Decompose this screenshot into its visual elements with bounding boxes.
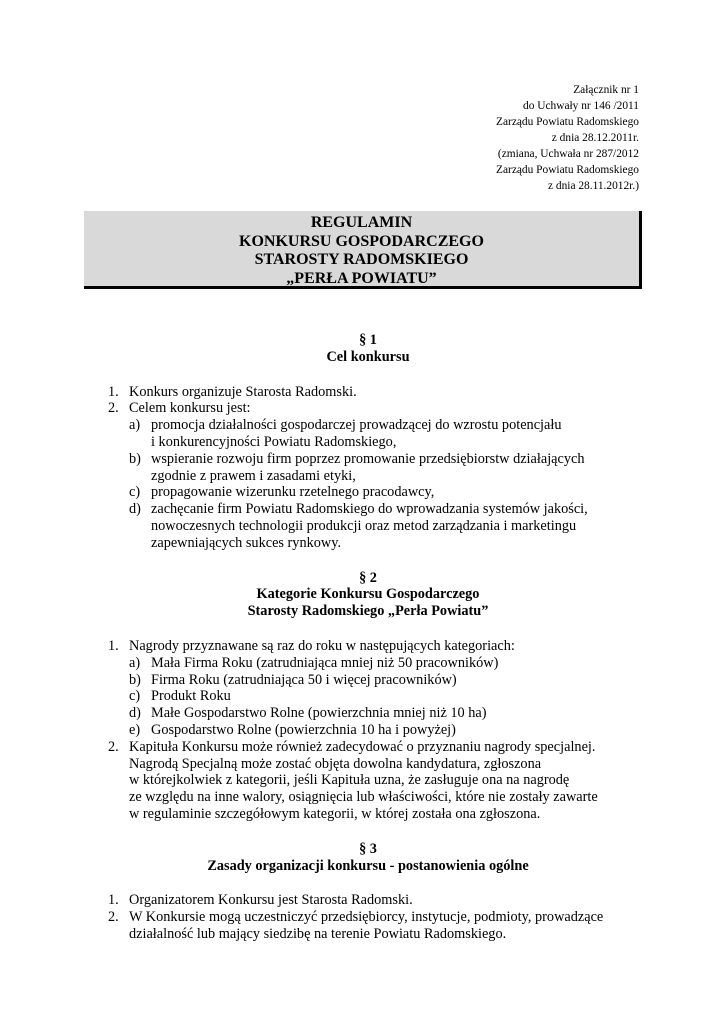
- annex-line: (zmiana, Uchwała nr 287/2012: [497, 148, 639, 160]
- sub-item-letter: d): [129, 501, 141, 518]
- sub-item-letter: c): [129, 484, 141, 501]
- section-1-number: § 1: [359, 332, 377, 348]
- list-item: [108, 384, 628, 401]
- sub-item-letter: d): [129, 705, 141, 722]
- sub-item: [129, 722, 628, 739]
- title-line: KONKURSU GOSPODARCZEGO: [239, 232, 484, 250]
- item-number: 1.: [108, 892, 119, 909]
- section-3-number: § 3: [359, 840, 377, 857]
- annex-line: Zarządu Powiatu Radomskiego: [496, 116, 639, 128]
- sub-item-text: zgodnie z prawem i zasadami etyki,: [151, 467, 356, 484]
- annex-line: Zarządu Powiatu Radomskiego: [496, 164, 639, 176]
- list-item: [108, 739, 628, 823]
- sub-item-text: Małe Gospodarstwo Rolne (powierzchnia mniej niż 10 ha): [151, 705, 487, 722]
- sub-item-text: Produkt Roku: [151, 688, 231, 705]
- item-text: w regulaminie szczegółowym kategorii, w której została ona zgłoszona.: [129, 805, 541, 822]
- sub-item: [129, 705, 628, 722]
- sub-item-letter: c): [129, 688, 141, 705]
- sub-item: [129, 451, 628, 485]
- section-3-heading: Zasady organizacji konkursu - postanowienia ogólne: [207, 857, 529, 874]
- item-text: Nagrodą Specjalną może zostać objęta dowolna kandydatura, zgłoszona: [129, 755, 542, 772]
- item-number: 2.: [108, 909, 119, 926]
- item-number: 2.: [108, 738, 119, 755]
- sub-item: [129, 688, 628, 705]
- sub-item-letter: b): [129, 671, 141, 688]
- annex-line: Załącznik nr 1: [573, 84, 639, 96]
- document-body: [108, 332, 628, 943]
- section-2-heading: Starosty Radomskiego „Perła Powiatu”: [247, 603, 489, 620]
- title-line: STAROSTY RADOMSKIEGO: [254, 251, 469, 268]
- sub-item-letter: e): [129, 721, 141, 738]
- list-item: [108, 909, 628, 943]
- item-number: 1.: [108, 383, 119, 400]
- sub-item: [129, 417, 628, 451]
- sub-item-text: zachęcanie firm Powiatu Radomskiego do wprowadzania systemów jakości,: [151, 501, 588, 518]
- sub-item-letter: a): [129, 417, 141, 434]
- annex-line: do Uchwały nr 146 /2011: [523, 100, 639, 112]
- sub-item-text: Mała Firma Roku (zatrudniająca mniej niż 50 pracowników): [151, 654, 499, 671]
- item-text: Celem konkursu jest:: [129, 400, 251, 417]
- sub-item-text: i konkurencyjności Powiatu Radomskiego,: [151, 433, 397, 450]
- annex-line: z dnia 28.12.2011r.: [551, 132, 639, 144]
- sub-item: [129, 672, 628, 689]
- item-number: 2.: [108, 400, 119, 417]
- title-line: „PERŁA POWIATU”: [286, 269, 437, 287]
- sub-item-text: zapewniających sukces rynkowy.: [151, 534, 342, 551]
- section-2-number: § 2: [359, 569, 377, 586]
- item-text: ze względu na inne walory, osiągnięcia lub właściwości, które nie zostały zawarte: [129, 789, 598, 806]
- sub-item-text: Gospodarstwo Rolne (powierzchnia 10 ha i powyżej): [151, 721, 456, 738]
- section-1-heading: Cel konkursu: [326, 348, 410, 365]
- item-number: 1.: [108, 637, 119, 654]
- annex-line: z dnia 28.11.2012r.): [547, 180, 639, 192]
- item-text: Organizatorem Konkursu jest Starosta Radomski.: [129, 892, 413, 909]
- list-item: [108, 638, 628, 739]
- item-text: Kapituła Konkursu może również zadecydować o przyznaniu nagrody specjalnej.: [129, 738, 596, 755]
- item-text: Nagrody przyznawane są raz do roku w następujących kategoriach:: [129, 637, 515, 654]
- item-text: działalność lub mający siedzibę na terenie Powiatu Radomskiego.: [129, 925, 507, 942]
- sub-item-letter: b): [129, 450, 141, 467]
- sub-item-letter: a): [129, 654, 141, 671]
- list-item: [108, 892, 628, 909]
- item-text: W Konkursie mogą uczestniczyć przedsiębiorcy, instytucje, podmioty, prowadzące: [129, 909, 604, 926]
- title-line: REGULAMIN: [310, 214, 413, 231]
- sub-item-text: nowoczesnych technologii produkcji oraz metod zarządzania i marketingu: [151, 517, 577, 534]
- section-2-heading: Kategorie Konkursu Gospodarczego: [256, 586, 480, 603]
- sub-item: [129, 501, 628, 551]
- item-text: w którejkolwiek z kategorii, jeśli Kapituła uzna, że zasługuje ona na nagrodę: [129, 772, 570, 789]
- sub-item: [129, 484, 628, 501]
- sub-item-text: propagowanie wizerunku rzetelnego pracodawcy,: [151, 484, 435, 501]
- sub-item-text: promocja działalności gospodarczej prowadzącej do wzrostu potencjału: [151, 417, 562, 434]
- sub-item: [129, 655, 628, 672]
- sub-item-text: Firma Roku (zatrudniająca 50 i więcej pracowników): [151, 671, 457, 688]
- sub-item-text: wspieranie rozwoju firm poprzez promowanie przedsiębiorstw działających: [151, 450, 585, 467]
- list-item: [108, 400, 628, 551]
- document-title-box: [84, 211, 642, 289]
- annex-note: [496, 82, 639, 194]
- item-text: Konkurs organizuje Starosta Radomski.: [129, 383, 357, 400]
